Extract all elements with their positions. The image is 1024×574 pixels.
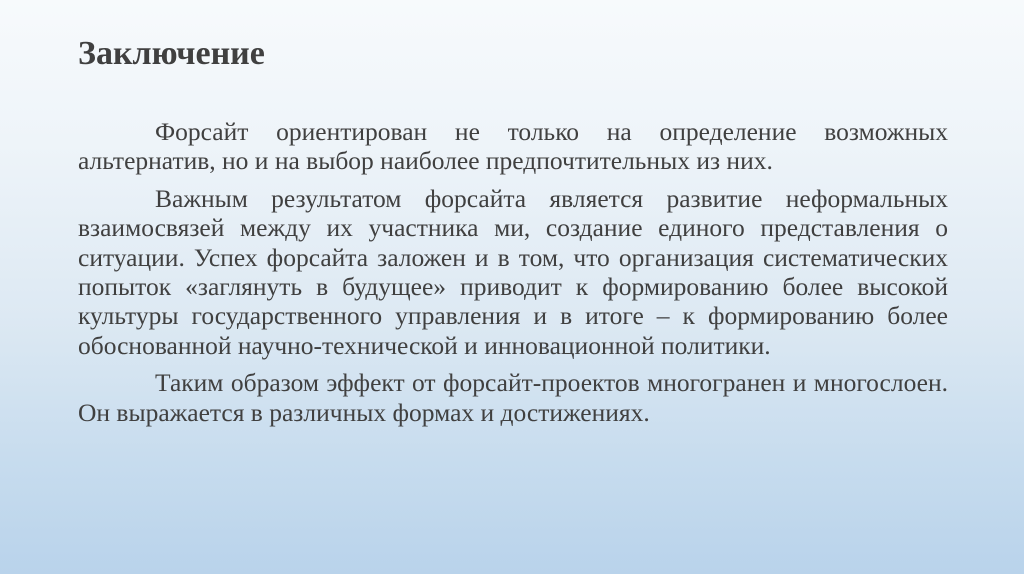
slide-body (78, 117, 948, 435)
body-paragraph-3: Таким образом эффект от форсайт-проектов многогранен и многослоен. Он выражается в различных формах и достижениях. (78, 368, 948, 427)
body-paragraph-2: Важным результатом форсайта является развитие неформальных взаимосвязей между их участника ми, создание единого представления о ситуации. Успех форсайта заложен и в том, что организация систематических попыток «заглянуть в будущее» приводит к формированию более высокой культуры государственного управления и в итоге – к формированию более обоснованной научно-технической и инновационной политики. (78, 183, 948, 360)
body-paragraph-1: Форсайт ориентирован не только на определение возможных альтернатив, но и на выбор наиболее предпочтительных из них. (78, 117, 948, 176)
slide-title: Заключение (78, 35, 265, 72)
